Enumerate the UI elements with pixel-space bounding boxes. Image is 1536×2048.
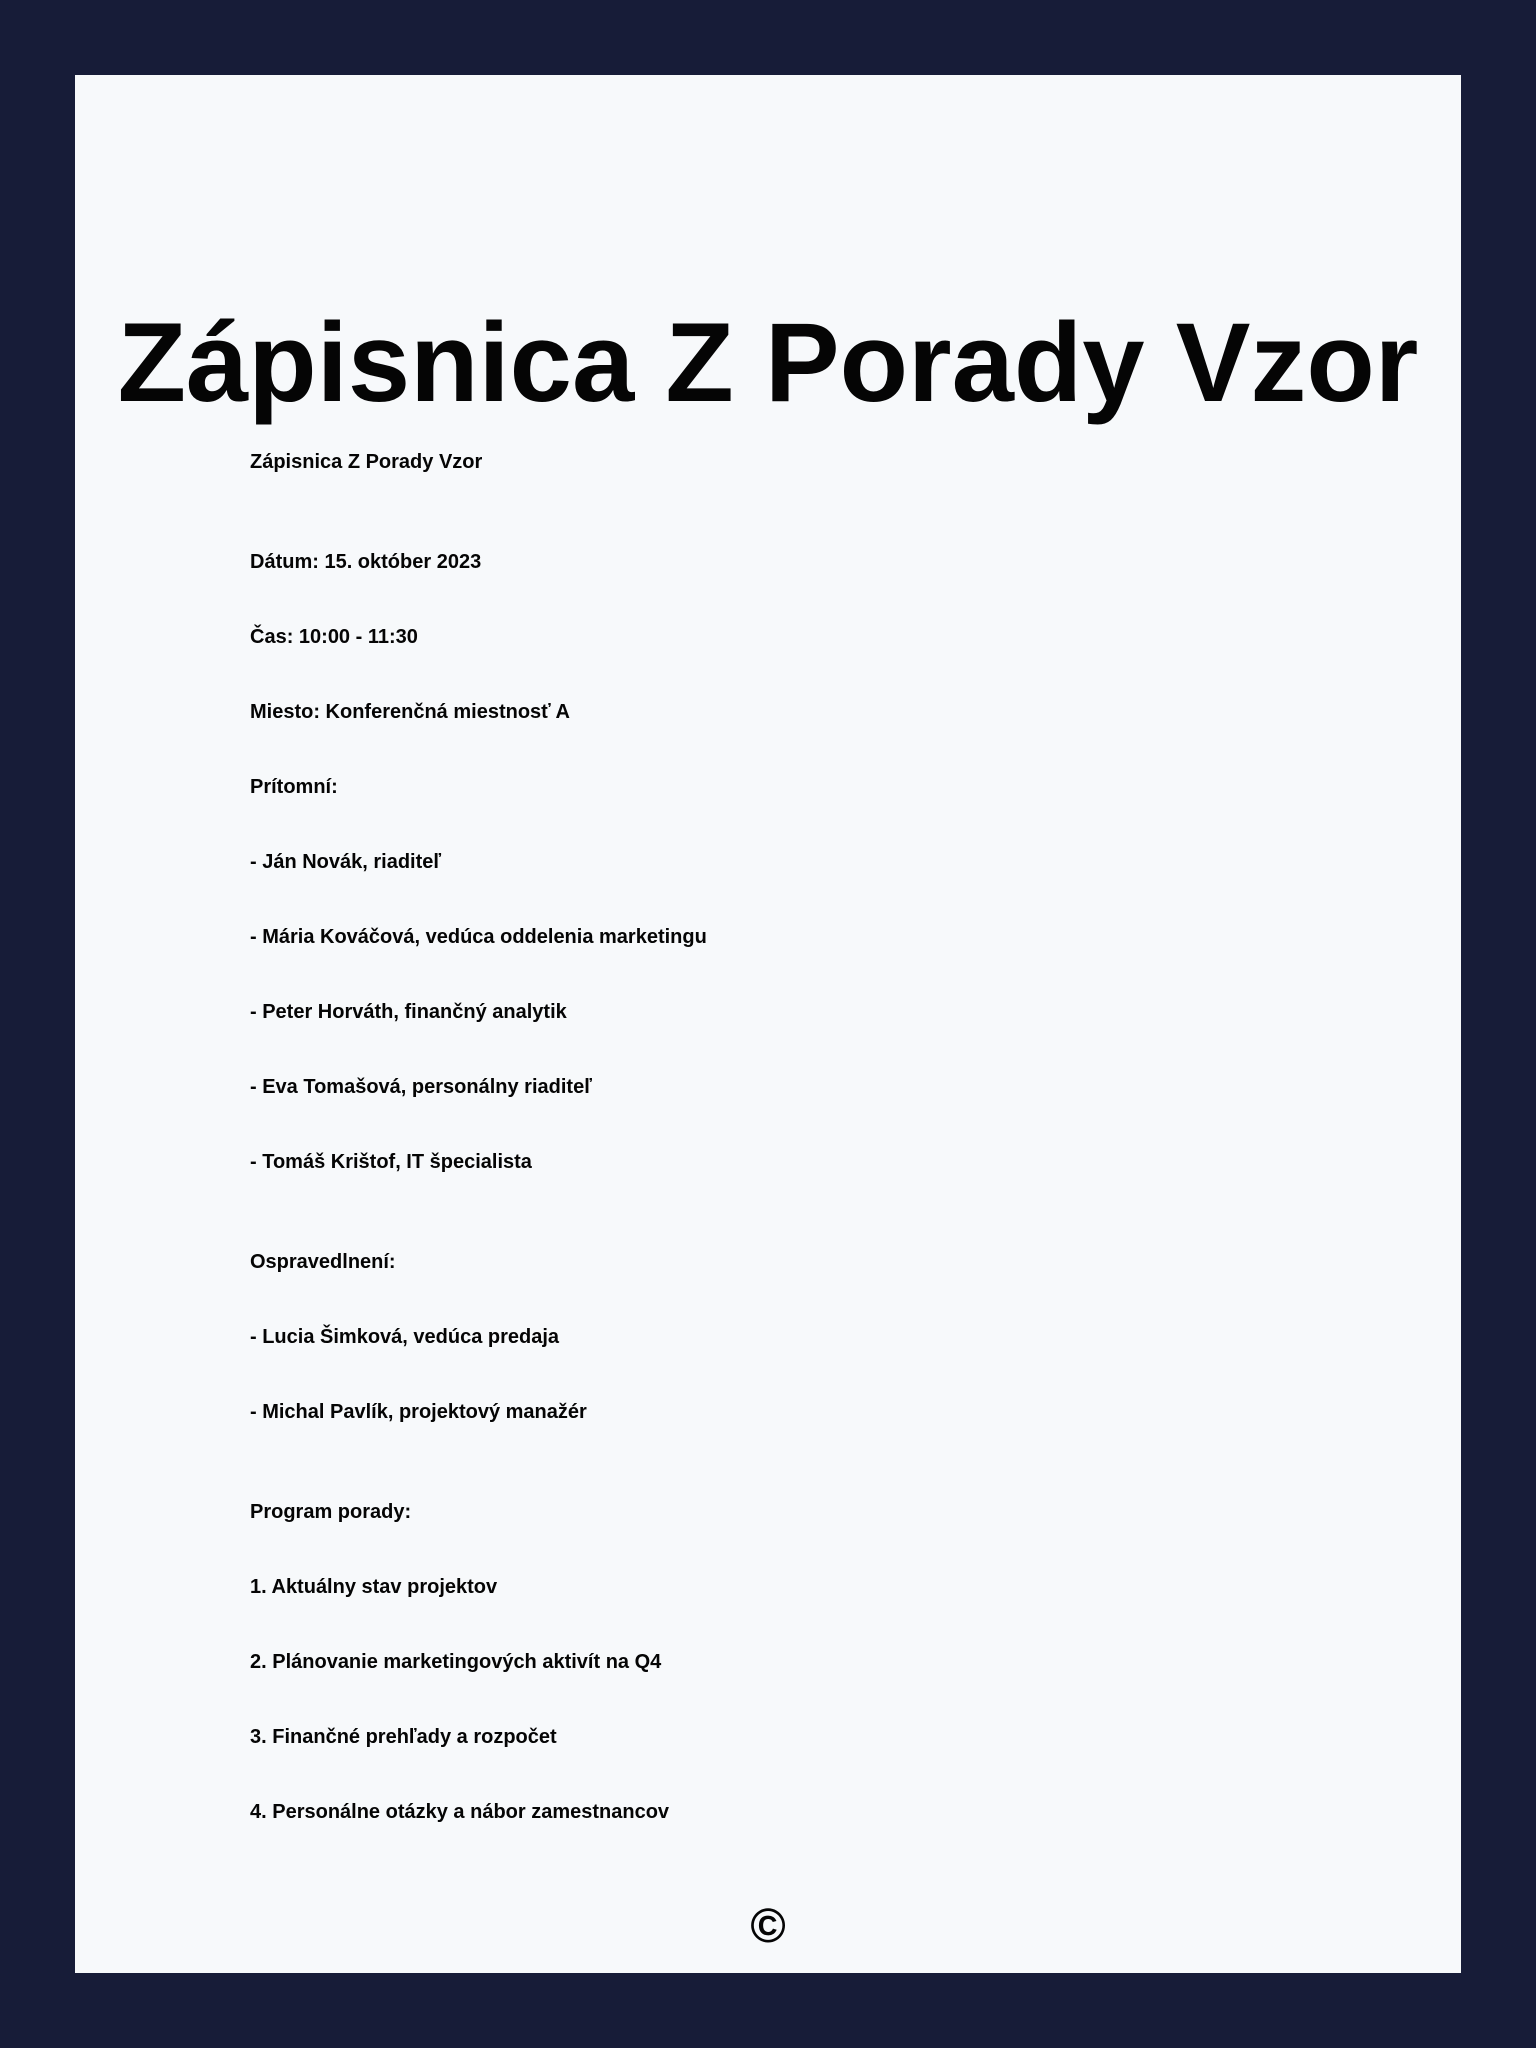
meeting-place: Miesto: Konferenčná miestnosť A bbox=[250, 701, 570, 723]
excused-item: - Michal Pavlík, projektový manažér bbox=[250, 1401, 587, 1423]
excused-item: - Lucia Šimková, vedúca predaja bbox=[250, 1326, 560, 1348]
agenda-item: 3. Finančné prehľady a rozpočet bbox=[250, 1726, 557, 1748]
excused-heading: Ospravedlnení: bbox=[250, 1251, 396, 1273]
meeting-time: Čas: 10:00 - 11:30 bbox=[250, 626, 418, 648]
document-title: Zápisnica Z Porady Vzor bbox=[117, 300, 1419, 425]
agenda-heading: Program porady: bbox=[250, 1501, 412, 1523]
document-page bbox=[75, 75, 1461, 1973]
document-subtitle: Zápisnica Z Porady Vzor bbox=[250, 451, 483, 473]
present-item: - Peter Horváth, finančný analytik bbox=[250, 1001, 567, 1023]
present-heading: Prítomní: bbox=[250, 776, 338, 798]
present-item: - Mária Kováčová, vedúca oddelenia marketingu bbox=[250, 926, 707, 948]
present-item: - Eva Tomašová, personálny riaditeľ bbox=[250, 1076, 592, 1098]
meeting-date: Dátum: 15. október 2023 bbox=[250, 551, 482, 573]
present-item: - Ján Novák, riaditeľ bbox=[250, 851, 442, 873]
agenda-item: 4. Personálne otázky a nábor zamestnancov bbox=[250, 1801, 670, 1823]
agenda-item: 1. Aktuálny stav projektov bbox=[250, 1576, 498, 1598]
agenda-item: 2. Plánovanie marketingových aktivít na Q4 bbox=[250, 1651, 662, 1673]
copyright-icon: © bbox=[750, 1900, 786, 1953]
present-item: - Tomáš Krištof, IT špecialista bbox=[250, 1151, 532, 1173]
